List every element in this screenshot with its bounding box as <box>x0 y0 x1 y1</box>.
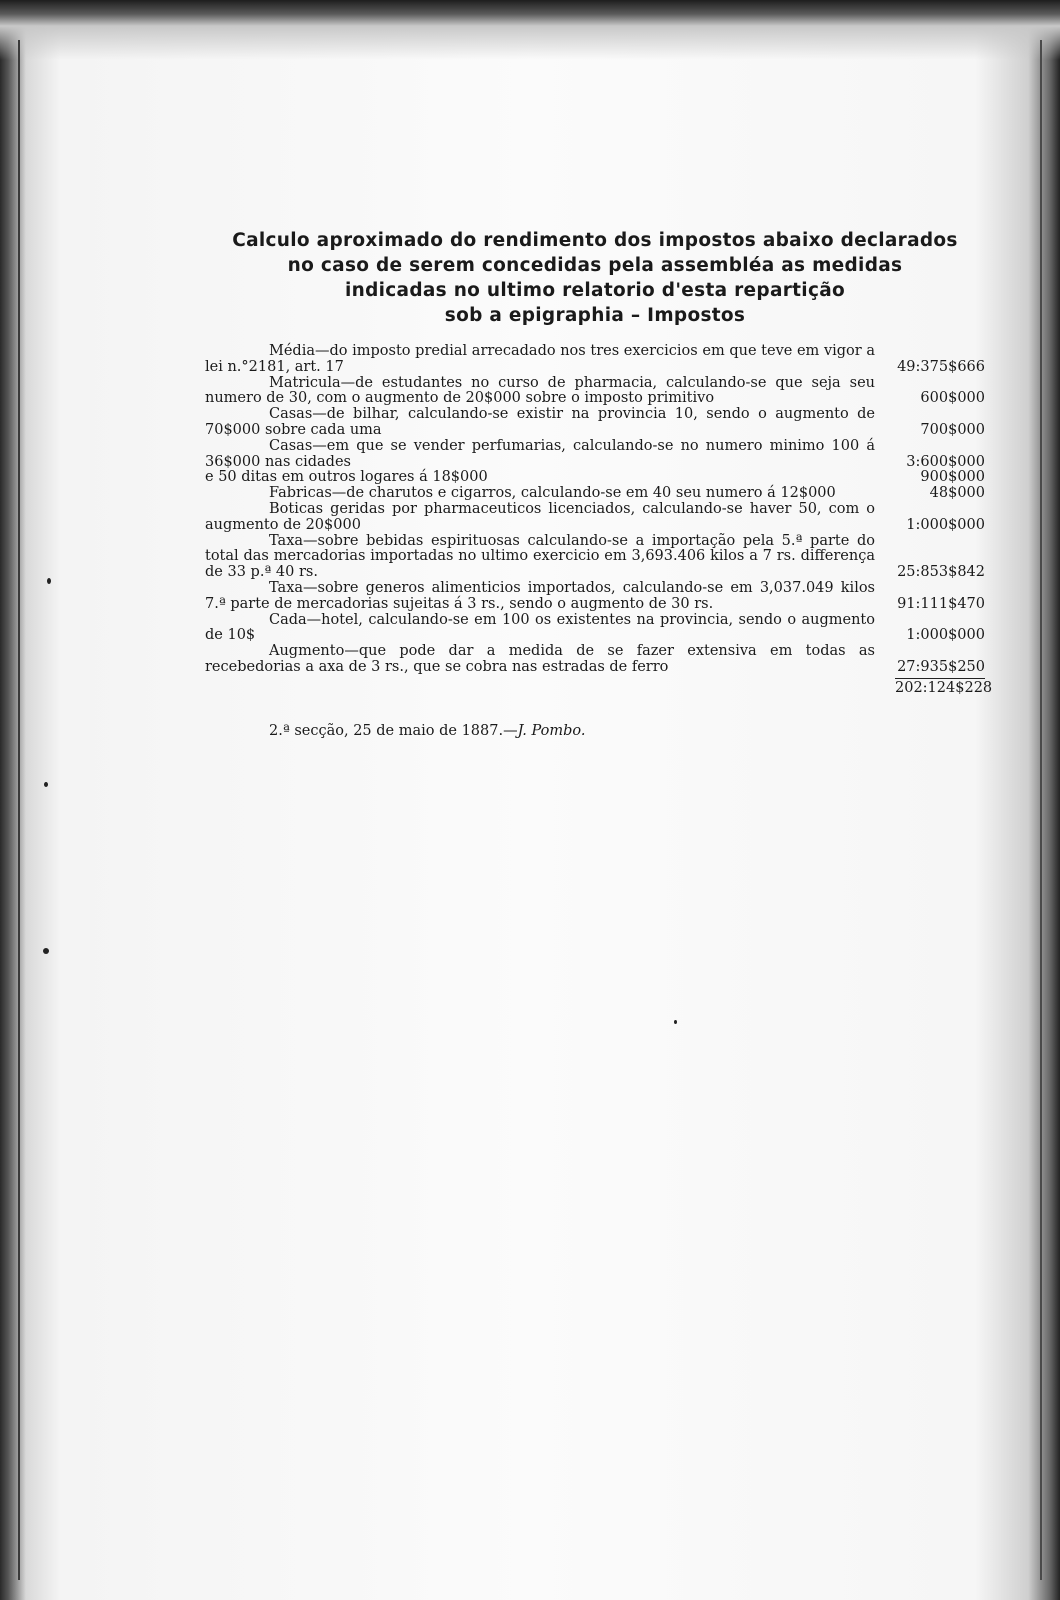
entry-description <box>205 344 895 376</box>
table-row <box>205 407 985 439</box>
entry-description-text: Cada—hotel, calculando-se em 100 os existentes na provincia, sendo o augmento de 10$ <box>205 611 875 644</box>
title-line: indicadas no ultimo relatorio d'esta repartição <box>344 280 846 301</box>
table-row <box>205 581 985 613</box>
entry-description <box>205 439 895 471</box>
entry-description <box>205 613 895 645</box>
entry-description <box>205 534 895 581</box>
entry-amount: 900$000 <box>920 469 985 486</box>
entry-amount: 27:935$250 <box>897 658 985 675</box>
entry-description-text: Casas—de bilhar, calculando-se existir na provincia 10, sendo o augmento de 70$000 sobre cada uma <box>205 406 875 438</box>
table-row <box>205 534 985 581</box>
scan-speck <box>44 782 48 787</box>
footer-signature: J. Pombo. <box>517 722 586 739</box>
entry-description <box>205 470 895 486</box>
entry-description-text: Casas—em que se vender perfumarias, calculando-se no numero minimo 100 á 36$000 nas cidades <box>205 437 875 470</box>
entry-description <box>205 581 895 613</box>
entry-amount: 600$000 <box>920 390 985 407</box>
entry-amount: 48$000 <box>929 485 985 502</box>
right-page-edge <box>1040 40 1042 1580</box>
title-line: no caso de serem concedidas pela assembléa as medidas <box>287 255 903 276</box>
entry-description-text: Matricula—de estudantes no curso de pharmacia, calculando-se que seja seu numero de 30, com o augmento de 20$000 sobre o imposto primitivo <box>205 374 875 407</box>
table-row <box>205 470 985 486</box>
entry-description <box>205 644 895 676</box>
entry-description-text: Augmento—que pode dar a medida de se fazer extensiva em todas as recebedorias a axa de 3 rs., que se cobra nas estradas de ferro <box>205 643 875 675</box>
entry-amount: 1:000$000 <box>906 516 985 533</box>
entry-description-text: Média—do imposto predial arrecadado nos tres exercicios em que teve em vigor a lei n.°2181, art. 17 <box>205 343 875 375</box>
entry-amount: 91:111$470 <box>897 595 985 612</box>
entry-description <box>205 502 895 534</box>
footer-signature-line <box>269 723 985 739</box>
entry-amount: 1:000$000 <box>906 627 985 644</box>
entry-description-text: Taxa—sobre bebidas espirituosas calculando-se a importação pela 5.ª parte do total das mercadorias importadas no ultimo exercicio em 3,693.406 kilos a 7 rs. differença de 33 p.ª 40 rs. <box>205 532 875 581</box>
scan-speck <box>43 948 49 954</box>
document-title <box>205 228 985 328</box>
table-row <box>205 502 985 534</box>
left-page-edge <box>18 40 20 1580</box>
title-line: sob a epigraphia – Impostos <box>444 305 746 326</box>
entry-amount: 700$000 <box>920 421 985 438</box>
entry-amount: 49:375$666 <box>897 358 985 375</box>
entry-description-text: Taxa—sobre generos alimenticios importados, calculando-se em 3,037.049 kilos 7.ª parte de mercadorias sujeitas á 3 rs., sendo o augmento de 30 rs. <box>205 579 875 612</box>
scan-speck <box>47 578 51 584</box>
table-row <box>205 376 985 408</box>
scan-speck <box>674 1020 677 1024</box>
table-row <box>205 644 985 676</box>
total-row <box>205 678 993 697</box>
table-row <box>205 486 985 502</box>
tax-entries-list <box>205 344 985 676</box>
entry-description <box>205 407 895 439</box>
footer-place-date: 2.ª secção, 25 de maio de 1887.— <box>269 722 518 739</box>
entry-description-text: e 50 ditas em outros logares á 18$000 <box>205 469 488 486</box>
document-page <box>205 228 993 739</box>
entry-description-text: Boticas geridas por pharmaceuticos licenciados, calculando-se haver 50, com o augmento de 20$000 <box>205 500 875 533</box>
entry-description <box>205 486 895 502</box>
scan-top-shadow <box>0 0 1060 60</box>
table-row <box>205 439 985 471</box>
entry-description-text: Fabricas—de charutos e cigarros, calculando-se em 40 seu numero á 12$000 <box>269 485 836 502</box>
entry-amount: 3:600$000 <box>906 453 985 470</box>
grand-total: 202:124$228 <box>895 679 993 696</box>
title-line: Calculo aproximado do rendimento dos impostos abaixo declarados <box>232 230 958 251</box>
entry-amount: 25:853$842 <box>897 564 985 581</box>
table-row <box>205 344 985 376</box>
entry-description <box>205 376 895 408</box>
table-row <box>205 613 985 645</box>
